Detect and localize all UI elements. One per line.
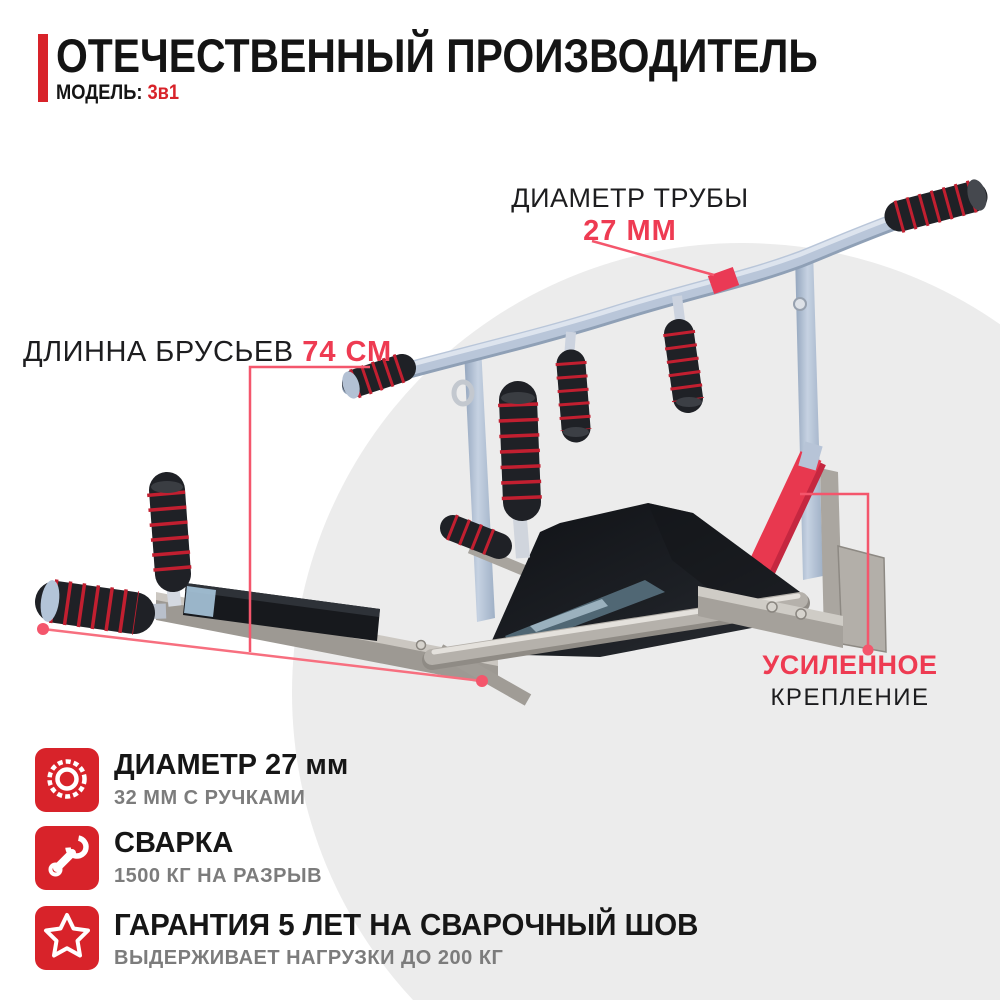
feature-subtitle: ВЫДЕРЖИВАЕТ НАГРУЗКИ ДО 200 КГ xyxy=(114,947,504,969)
tube-diameter-label: ДИАМЕТР ТРУБЫ xyxy=(511,183,749,213)
feature-title: СВАРКА xyxy=(114,827,234,859)
left-arm-pad-reflection xyxy=(184,586,216,617)
mount-annotation xyxy=(752,650,948,712)
page-title-text: ОТЕЧЕСТВЕННЫЙ ПРОИЗВОДИТЕЛЬ xyxy=(56,29,818,82)
feature-icon-box xyxy=(35,826,99,890)
tube-diameter-value: 27 ММ xyxy=(583,215,677,247)
grip-top-cap xyxy=(151,481,183,493)
feature-subtitle: 32 ММ С РУЧКАМИ xyxy=(114,787,306,809)
feature-title: ГАРАНТИЯ 5 ЛЕТ НА СВАРОЧНЫЙ ШОВ xyxy=(114,907,699,942)
bolt xyxy=(767,602,777,612)
page-title xyxy=(56,29,932,82)
bar-length-label: ДЛИННА БРУСЬЕВ xyxy=(23,336,303,368)
feature-icon-box xyxy=(35,748,99,812)
tube-diameter-annotation xyxy=(480,183,780,248)
measure-dot xyxy=(37,623,49,635)
model-line xyxy=(56,81,197,105)
bolt xyxy=(417,641,426,650)
grip-bottom-cap xyxy=(676,397,702,407)
bar-length-annotation xyxy=(23,336,392,369)
tube-red-band xyxy=(711,276,736,285)
feature-subtitle: 1500 КГ НА РАЗРЫВ xyxy=(114,865,323,887)
grip-top-cap xyxy=(501,392,535,404)
mount-value: УСИЛЕННОЕ xyxy=(762,650,938,680)
feature-title: ДИАМЕТР 27 мм xyxy=(114,749,349,781)
wrench-icon xyxy=(35,826,99,890)
gear-icon xyxy=(35,748,99,812)
bar-length-value: 74 СМ xyxy=(302,336,393,368)
measure-dot xyxy=(476,675,488,687)
grip-bottom-cap xyxy=(563,427,589,437)
post-bolt xyxy=(794,298,806,310)
brace-top-stub xyxy=(807,444,814,468)
vert-grip-left xyxy=(167,490,173,574)
mount-label: КРЕПЛЕНИЕ xyxy=(770,684,930,711)
bolt xyxy=(796,609,806,619)
model-value: 3в1 xyxy=(147,81,180,104)
feature-icon-box xyxy=(35,906,99,970)
model-label: МОДЕЛЬ: xyxy=(56,81,143,104)
wall-plate xyxy=(838,546,886,652)
header-accent-bar xyxy=(38,34,48,102)
star-icon xyxy=(35,906,99,970)
